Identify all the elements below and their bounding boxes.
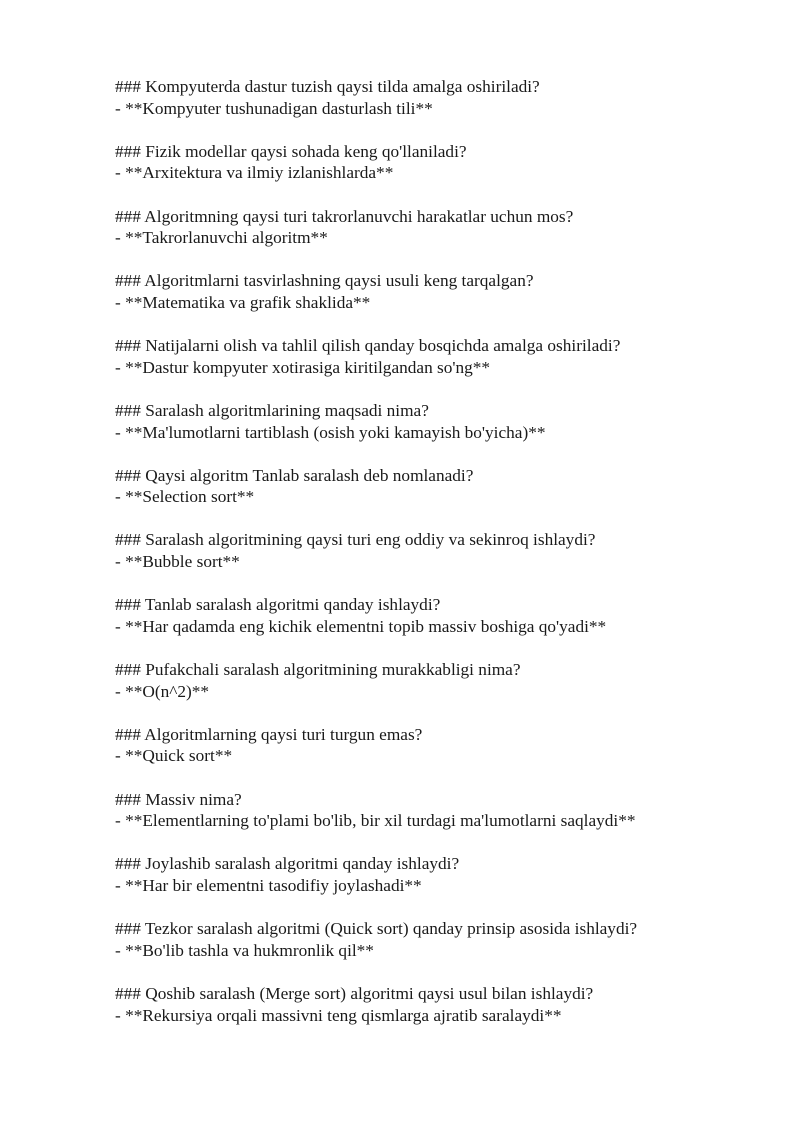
question-line: ### Tezkor saralash algoritmi (Quick sort) qanday prinsip asosida ishlaydi? <box>115 919 638 939</box>
answer-line: - **Selection sort** <box>115 487 255 507</box>
question-line: ### Qoshib saralash (Merge sort) algoritmi qaysi usul bilan ishlaydi? <box>115 983 594 1003</box>
answer-line: - **Takrorlanuvchi algoritm** <box>115 228 328 248</box>
answer-line: - **Ma'lumotlarni tartiblash (osish yoki kamayish bo'yicha)** <box>115 422 546 442</box>
question-line: ### Massiv nima? <box>115 789 242 809</box>
answer-line: - **Arxitektura va ilmiy izlanishlarda** <box>115 163 394 183</box>
question-line: ### Fizik modellar qaysi sohada keng qo'llaniladi? <box>115 141 467 161</box>
qa-item <box>115 724 760 767</box>
qa-item <box>115 270 760 313</box>
answer-line: - **Rekursiya orqali massivni teng qismlarga ajratib saralaydi** <box>115 1005 562 1025</box>
question-line: ### Pufakchali saralash algoritmining murakkabligi nima? <box>115 660 521 680</box>
qa-item <box>115 400 760 443</box>
question-line: ### Algoritmlarni tasvirlashning qaysi usuli keng tarqalgan? <box>115 271 534 291</box>
answer-line: - **Har bir elementni tasodifiy joylashadi** <box>115 875 422 895</box>
qa-item <box>115 983 760 1026</box>
qa-item <box>115 594 760 637</box>
question-line: ### Kompyuterda dastur tuzish qaysi tilda amalga oshiriladi? <box>115 77 540 96</box>
qa-item <box>115 206 760 249</box>
qa-item <box>115 335 760 378</box>
question-line: ### Joylashib saralash algoritmi qanday ishlaydi? <box>115 854 460 874</box>
question-line: ### Natijalarni olish va tahlil qilish qanday bosqichda amalga oshiriladi? <box>115 336 621 356</box>
question-line: ### Tanlab saralash algoritmi qanday ishlaydi? <box>115 595 441 615</box>
qa-item <box>115 659 760 702</box>
question-line: ### Saralash algoritmining qaysi turi eng oddiy va sekinroq ishlaydi? <box>115 530 596 550</box>
question-line: ### Saralash algoritmlarining maqsadi nima? <box>115 400 429 420</box>
answer-line: - **Bubble sort** <box>115 552 240 572</box>
qa-item <box>115 918 760 961</box>
qa-item <box>115 789 760 832</box>
answer-line: - **Har qadamda eng kichik elementni topib massiv boshiga qo'yadi** <box>115 616 607 636</box>
answer-line: - **Bo'lib tashla va hukmronlik qil** <box>115 940 374 960</box>
qa-item <box>115 465 760 508</box>
qa-item <box>115 529 760 572</box>
question-line: ### Algoritmning qaysi turi takrorlanuvchi harakatlar uchun mos? <box>115 206 574 226</box>
qa-item <box>115 141 760 184</box>
qa-item <box>115 76 760 119</box>
qa-item <box>115 853 760 896</box>
question-line: ### Algoritmlarning qaysi turi turgun emas? <box>115 724 423 744</box>
question-line: ### Qaysi algoritm Tanlab saralash deb nomlanadi? <box>115 465 474 485</box>
answer-line: - **Elementlarning to'plami bo'lib, bir xil turdagi ma'lumotlarni saqlaydi** <box>115 811 636 831</box>
answer-line: - **Quick sort** <box>115 746 233 766</box>
answer-line: - **Matematika va grafik shaklida** <box>115 292 371 312</box>
answer-line: - **Kompyuter tushunadigan dasturlash tili** <box>115 98 433 118</box>
answer-line: - **O(n^2)** <box>115 681 210 701</box>
answer-line: - **Dastur kompyuter xotirasiga kiritilgandan so'ng** <box>115 357 491 377</box>
